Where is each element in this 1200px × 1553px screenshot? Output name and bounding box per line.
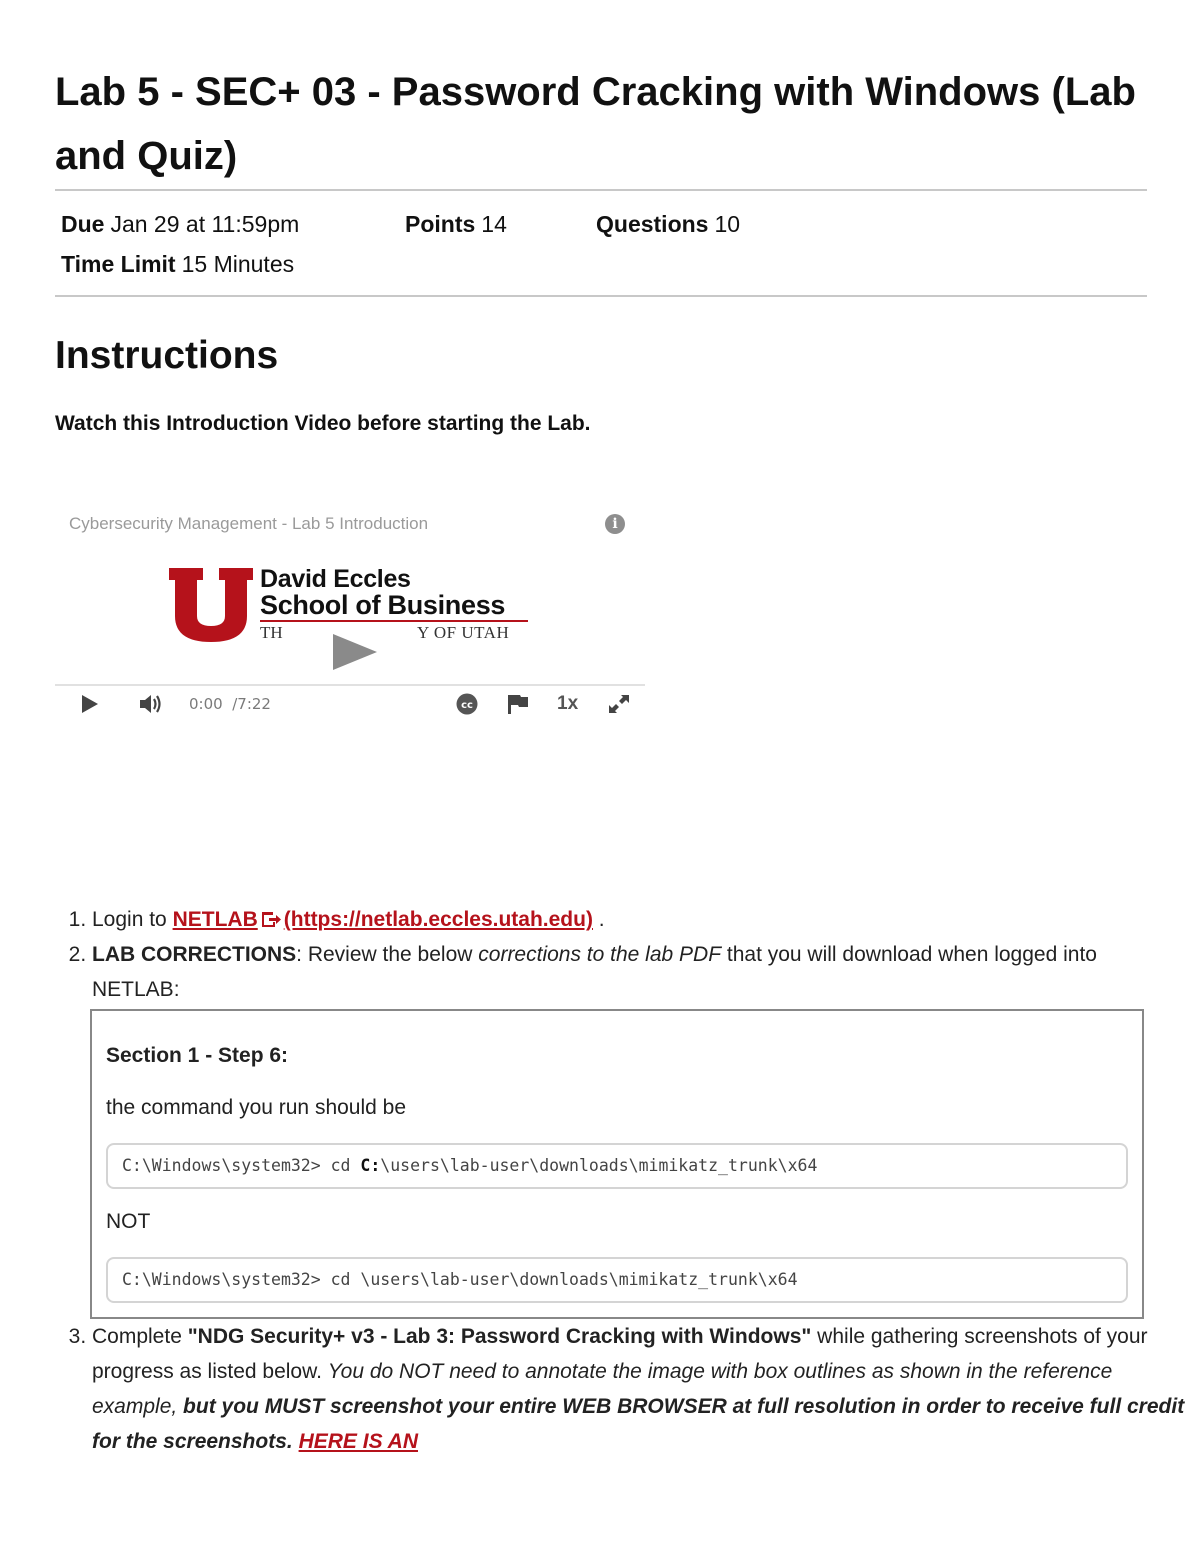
- intro-text: Watch this Introduction Video before starting the Lab.: [55, 412, 591, 435]
- step3-lab-name: "NDG Security+ v3 - Lab 3: Password Cracking with Windows": [187, 1325, 812, 1348]
- code1-path: \users\lab-user\downloads\mimikatz_trunk\x64: [380, 1156, 818, 1175]
- divider: [55, 295, 1147, 297]
- instruction-steps: [55, 902, 1187, 1459]
- netlab-link[interactable]: NETLAB: [172, 908, 258, 931]
- big-play-icon[interactable]: [333, 634, 377, 670]
- step2-text: : Review the below: [296, 943, 479, 966]
- captions-icon: [455, 693, 479, 715]
- duration: /7:22: [232, 695, 271, 713]
- current-time: 0:00: [189, 695, 223, 713]
- step1-text: Login to: [92, 908, 173, 931]
- time-limit-value: 15 Minutes: [181, 251, 295, 277]
- university-u-icon: [169, 566, 253, 644]
- logo-line1: David Eccles: [260, 565, 411, 593]
- play-button[interactable]: [81, 688, 99, 720]
- due-value: Jan 29 at 11:59pm: [110, 211, 300, 237]
- not-label: NOT: [106, 1210, 151, 1233]
- list-item: [92, 902, 1187, 937]
- fullscreen-button[interactable]: [607, 688, 631, 720]
- captions-button[interactable]: [455, 688, 479, 720]
- corrections-paragraph: the command you run should be: [106, 1096, 407, 1119]
- step2-italic: corrections to the lab PDF: [478, 943, 722, 966]
- netlab-url-link[interactable]: (https://netlab.eccles.utah.edu): [283, 908, 593, 931]
- flag-icon: [506, 693, 530, 715]
- due-label: Due: [61, 211, 105, 237]
- corrections-heading: Section 1 - Step 6:: [106, 1044, 289, 1067]
- logo-line3-right: Y OF UTAH: [417, 623, 510, 642]
- step3-text: Complete: [92, 1325, 188, 1348]
- step1-suffix: .: [592, 908, 605, 931]
- points: [405, 210, 507, 238]
- info-icon[interactable]: i: [605, 514, 625, 534]
- step3-text-mid: while gathering screenshots of your progress as listed below.: [92, 1325, 1148, 1383]
- code1-prefix: C:\Windows\system32> cd: [122, 1156, 361, 1175]
- speed-button[interactable]: 1x: [557, 693, 579, 714]
- corrections-box: [90, 1009, 1144, 1319]
- volume-icon: [139, 693, 165, 715]
- video-time: [189, 688, 271, 720]
- example-link[interactable]: HERE IS AN: [298, 1430, 418, 1453]
- logo-line2: School of Business: [260, 590, 506, 620]
- step3-italic: You do NOT need to annotate the image with box outlines as shown in the reference example,: [92, 1360, 1113, 1418]
- points-value: 14: [481, 211, 507, 237]
- time-limit-label: Time Limit: [61, 251, 176, 277]
- list-item: [92, 1319, 1187, 1459]
- logo-underline: [260, 620, 528, 622]
- time-limit: [61, 250, 294, 278]
- play-icon: [81, 694, 99, 714]
- video-progress-bar[interactable]: [55, 684, 645, 686]
- questions: [596, 210, 740, 238]
- lab-corrections-label: LAB CORRECTIONS: [92, 943, 297, 966]
- logo-line3-left: TH: [260, 623, 283, 642]
- svg-text:cc: cc: [461, 700, 473, 711]
- page-title: Lab 5 - SEC+ 03 - Password Cracking with Windows (Lab and Quiz): [55, 70, 1136, 178]
- video-title[interactable]: Cybersecurity Management - Lab 5 Introduction: [69, 514, 429, 533]
- divider: [55, 189, 1147, 191]
- questions-label: Questions: [596, 211, 709, 237]
- video-player[interactable]: [55, 498, 645, 734]
- code1-drive: C:: [360, 1156, 381, 1175]
- instructions-heading: Instructions: [55, 334, 279, 377]
- expand-icon: [607, 693, 631, 715]
- step2-text-end: that you will download when logged into NETLAB:: [92, 943, 1097, 1001]
- incorrect-command: C:\Windows\system32> cd \users\lab-user\downloads\mimikatz_trunk\x64: [106, 1257, 1128, 1303]
- flag-button[interactable]: [506, 688, 530, 720]
- step3-bold-italic: but you MUST screenshot your entire WEB BROWSER at full resolution in order to receive full credit for the screenshots.: [92, 1395, 1185, 1453]
- list-item: [92, 937, 1187, 1319]
- due-date: [61, 210, 299, 238]
- volume-button[interactable]: [139, 688, 165, 720]
- questions-value: 10: [714, 211, 741, 237]
- correct-command: [106, 1143, 1128, 1189]
- points-label: Points: [405, 211, 476, 237]
- external-link-icon[interactable]: [260, 910, 282, 928]
